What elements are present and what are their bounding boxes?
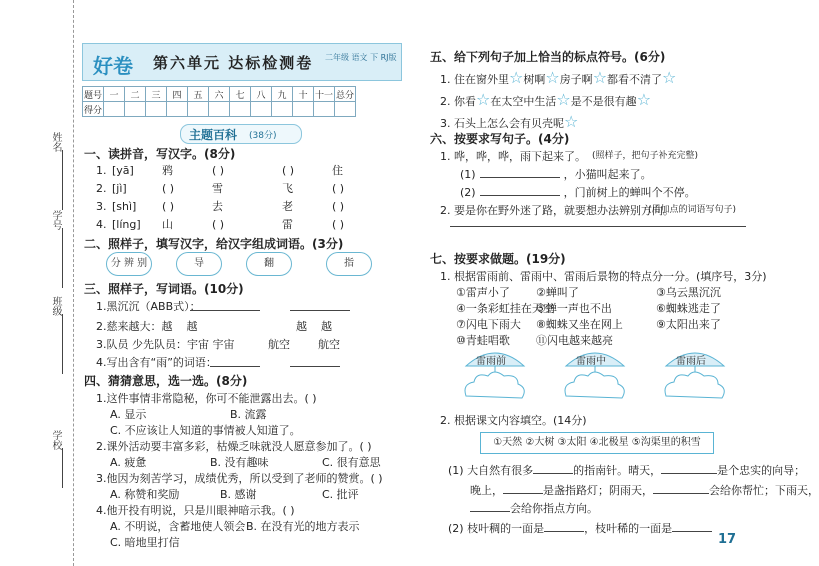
q3-line2b: 越 越 [296, 320, 332, 333]
q7-item: ⑨太阳出来了 [656, 318, 721, 331]
fill2: (2) 枝叶稠的一面是 ，枝叶稀的一面是 [448, 520, 712, 536]
student-id-field[interactable] [62, 228, 63, 288]
q3-title: 三、照样子，写词语。(10分) [84, 282, 244, 296]
q5-line1: 1. 住在窗外里☆树啊☆房子啊☆都看不清了☆ [440, 68, 677, 87]
option[interactable]: C. 批评 [322, 488, 359, 501]
q4-s1: 1.这件事情非常隐秘，你可不能泄露出去。( ) [96, 392, 317, 405]
score-cell[interactable] [251, 102, 272, 117]
q7-item: ④一条彩虹挂在天空 [456, 302, 554, 315]
score-header-cell: 一 [104, 87, 125, 102]
umbrella-cloud-icon [660, 346, 730, 408]
class-field[interactable] [62, 314, 63, 374]
score-cell[interactable] [188, 102, 209, 117]
star-icon: ☆ [545, 68, 560, 87]
score-cell[interactable] [272, 102, 293, 117]
q7-item: ③乌云黑沉沉 [656, 286, 721, 299]
answer-blank[interactable] [480, 177, 560, 178]
q3-line3c: 航空 [318, 338, 340, 351]
q6-line1: 1. 哗，哗，哗，雨下起来了。 [440, 150, 586, 163]
q4-s2: 2.课外活动要丰富多彩，枯燥乏味就没人愿意参加了。( ) [96, 440, 372, 453]
option[interactable]: B. 流露 [230, 408, 267, 421]
q3-line2: 2.慈来越大：越 越 [96, 320, 198, 333]
option[interactable]: B. 感谢 [220, 488, 257, 501]
score-cell[interactable] [230, 102, 251, 117]
heart-box: 导 [176, 252, 222, 276]
q1-line: 2. [jì] ( ) 雪 飞 ( ) [96, 182, 345, 195]
score-label-cell: 得分 [83, 102, 104, 117]
option[interactable]: A. 疲惫 [110, 456, 147, 469]
score-cell[interactable] [146, 102, 167, 117]
q7-item: ①雷声小了 [456, 286, 510, 299]
q7-item: ⑤蝉一声也不出 [536, 302, 612, 315]
star-icon: ☆ [556, 90, 571, 109]
score-header-cell: 六 [209, 87, 230, 102]
school-field[interactable] [62, 448, 63, 488]
fill1: (1) 大自然有很多 的指南针。晴天， 是个忠实的向导； [448, 464, 806, 477]
score-cell[interactable] [335, 102, 356, 117]
q7-item: ②蝉叫了 [536, 286, 579, 299]
q3-line3b: 航空 [268, 338, 290, 351]
q3-line3: 3.队员 少先队员：宇宙 宇宙 [96, 338, 235, 351]
star-icon: ☆ [662, 68, 677, 87]
page-number: 17 [718, 532, 737, 547]
q2-title: 二、照样子，填写汉字，给汉字组成词语。(3分) [84, 237, 344, 251]
heart-box: 翻 [246, 252, 292, 276]
option[interactable]: C. 很有意思 [322, 456, 381, 469]
score-header-cell: 九 [272, 87, 293, 102]
score-header-cell: 十一 [314, 87, 335, 102]
umbrella-cloud-icon [460, 346, 530, 408]
q7-item: ⑪闪电越来越亮 [536, 334, 613, 347]
score-header-cell: 二 [125, 87, 146, 102]
umbrella-label: 雷雨中 [576, 356, 606, 367]
q1-line: 4. [líng] 山 ( ) 雷 ( ) [96, 218, 345, 231]
score-cell[interactable] [167, 102, 188, 117]
q1-line: 1. [yā] 鸦 ( ) ( ) 住 [96, 164, 343, 177]
score-header-cell: 五 [188, 87, 209, 102]
option[interactable]: C. 暗地里打信 [110, 536, 180, 549]
umbrella-label: 雷雨前 [476, 356, 506, 367]
q6-line2: 2. 要是你在野外迷了路，就要想办法辨别方向。 [440, 204, 674, 217]
score-header-cell: 三 [146, 87, 167, 102]
word-bank: ①天然 ②大树 ③太阳 ④北极星 ⑤沟渠里的积雪 [480, 432, 714, 454]
star-icon: ☆ [564, 112, 579, 131]
section-banner [180, 124, 302, 144]
grade-label: 二年级 语文 下 RJ版 [325, 53, 397, 62]
q7-item: ⑧蜘蛛又坐在网上 [536, 318, 623, 331]
heart-box: 分 辨 别 [106, 252, 152, 276]
q6-hint1: (照样子，把句子补充完整) [592, 151, 699, 161]
score-cell[interactable] [104, 102, 125, 117]
score-cell[interactable] [209, 102, 230, 117]
fill1c: 会给你指点方向。 [470, 500, 598, 516]
q5-line3: 3. 石头上怎么会有贝壳呢☆ [440, 112, 579, 131]
q1-title: 一、读拼音，写汉字。(8分) [84, 147, 236, 161]
score-header-cell: 题号 [83, 87, 104, 102]
brand-logo: 好卷 [93, 54, 133, 78]
score-cell[interactable] [293, 102, 314, 117]
school-label: 学校 [50, 430, 61, 450]
q5-title: 五、给下列句子加上恰当的标点符号。(6分) [430, 50, 666, 64]
option[interactable]: B. 在没有光的地方表示 [246, 520, 360, 533]
name-field[interactable] [62, 150, 63, 210]
option[interactable]: A. 显示 [110, 408, 147, 421]
option[interactable]: C. 不应该让人知道的事情被人知道了。 [110, 424, 301, 437]
answer-line[interactable] [450, 226, 746, 227]
student-id-label: 学号 [50, 210, 61, 230]
option[interactable]: B. 没有趣味 [210, 456, 269, 469]
score-cell[interactable] [125, 102, 146, 117]
score-table [82, 86, 356, 117]
q7-title: 七、按要求做题。(19分) [430, 252, 566, 266]
q4-s4: 4.他开投有明说，只是川眼神暗示我。( ) [96, 504, 295, 517]
umbrella-label: 雷雨后 [676, 356, 706, 367]
page-title: 第六单元 达标检测卷 [153, 54, 314, 72]
q7-item: ⑩青蛙唱歌 [456, 334, 510, 347]
q6-hint2: (用加点的词语写句子) [648, 205, 737, 215]
q5-line2: 2. 你看☆在太空中生活☆是不是很有趣☆ [440, 90, 652, 109]
star-icon: ☆ [592, 68, 608, 87]
q7-item: ⑥蜘蛛逃走了 [656, 302, 721, 315]
name-label: 姓名 [50, 132, 61, 152]
q4-s3: 3.他因为刻苦学习，成绩优秀，所以受到了老师的赞赏。( ) [96, 472, 383, 485]
header-banner [82, 43, 402, 81]
q3-line4: 4.写出含有“雨”的词语： [96, 356, 217, 369]
q7-p2: 2. 根据课文内容填空。(14分) [440, 414, 587, 427]
score-header-cell: 四 [167, 87, 188, 102]
answer-blank[interactable] [480, 195, 560, 196]
section-banner-title: 主题百科 [189, 128, 238, 142]
section-banner-score: (38分) [249, 131, 277, 141]
score-header-cell: 总分 [335, 87, 356, 102]
q7-p1: 1. 根据雷雨前、雷雨中、雷雨后景物的特点分一分。(填序号，3分) [440, 270, 767, 283]
star-icon: ☆ [509, 68, 524, 87]
answer-blank[interactable] [190, 298, 260, 311]
star-icon: ☆ [476, 90, 491, 109]
umbrella-cloud-icon [560, 346, 630, 408]
score-header-cell: 八 [251, 87, 272, 102]
q6-title: 六、按要求写句子。(4分) [430, 132, 570, 146]
heart-box: 指 [326, 252, 372, 276]
score-cell[interactable] [314, 102, 335, 117]
q1-line: 3. [shì] ( ) 去 老 ( ) [96, 200, 345, 213]
answer-blank[interactable] [210, 354, 260, 367]
q7-item: ⑦闪电下雨大 [456, 318, 521, 331]
star-icon: ☆ [636, 90, 652, 109]
q4-title: 四、猜猜意思，选一选。(8分) [84, 374, 248, 388]
option[interactable]: A. 不明说，含蓄地使人领会 [110, 520, 246, 533]
score-header-cell: 十 [293, 87, 314, 102]
score-header-cell: 七 [230, 87, 251, 102]
binding-line [73, 0, 74, 566]
q6-sub2: (2) ，门前树上的蝉叫个不停。 [460, 186, 696, 199]
answer-blank[interactable] [290, 298, 350, 311]
fill1b: 晚上， 是盏指路灯；阴雨天， 会给你帮忙；下雨天， [470, 484, 819, 497]
class-label: 班级 [50, 296, 61, 316]
q3-line1: 1.黑沉沉（ABB式）： [96, 300, 201, 313]
q6-sub1: (1) ，小猫叫起来了。 [460, 168, 652, 181]
option[interactable]: A. 称赞和奖励 [110, 488, 180, 501]
answer-blank[interactable] [290, 354, 340, 367]
